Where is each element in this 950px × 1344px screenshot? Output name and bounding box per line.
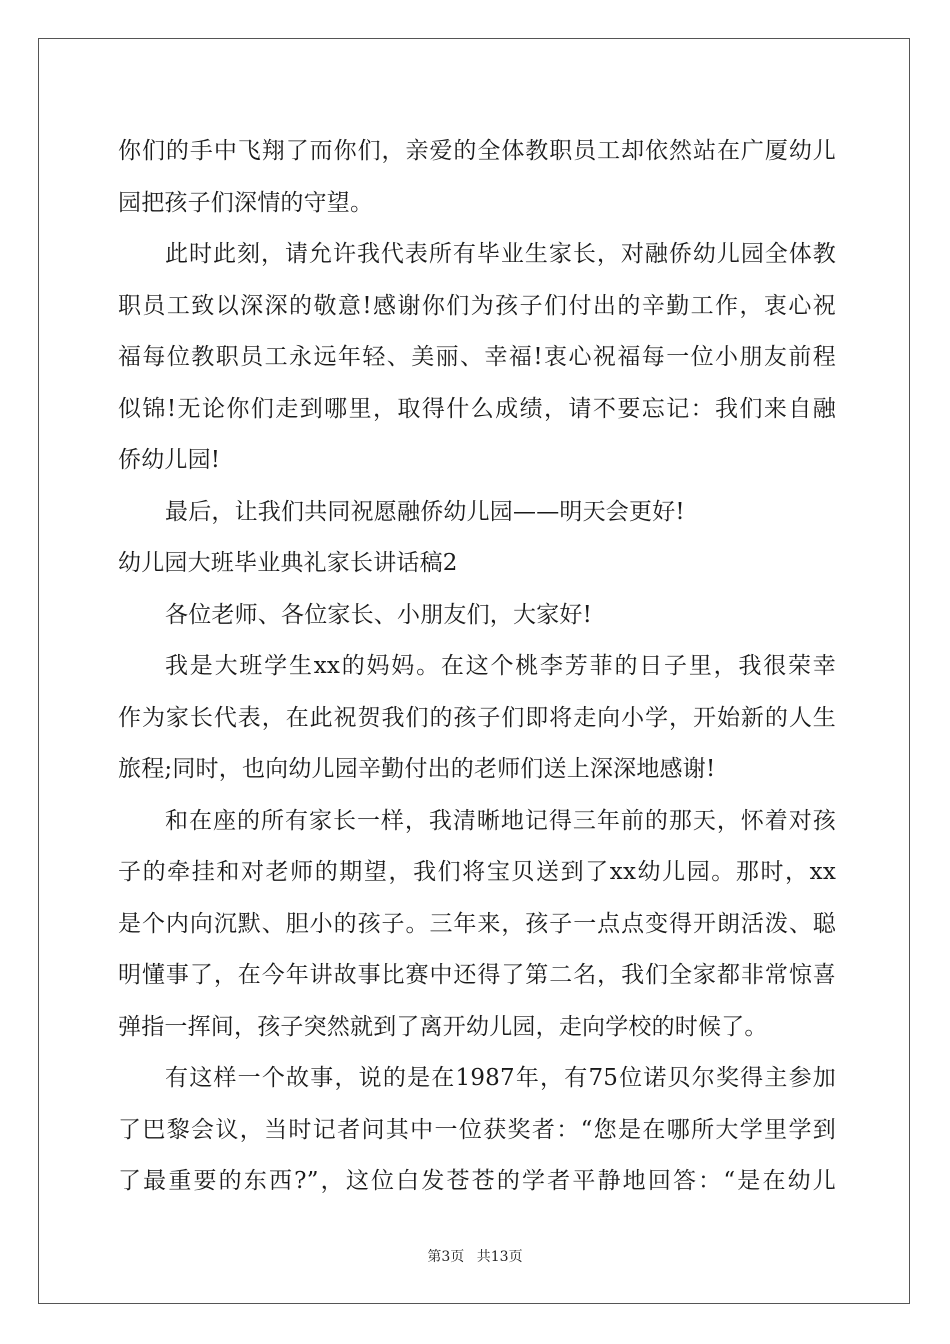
page-total: 共13页 — [476, 1249, 523, 1265]
text-line: 职员工致以深深的敬意!感谢你们为孩子们付出的辛勤工作，衷心祝 — [118, 292, 836, 319]
page-footer — [0, 1246, 950, 1266]
text-line: 了巴黎会议，当时记者问其中一位获奖者：“您是在哪所大学里学到 — [118, 1116, 836, 1143]
page-number: 第3页 — [427, 1249, 465, 1265]
text-line: 作为家长代表，在此祝贺我们的孩子们即将走向小学，开始新的人生 — [118, 704, 836, 731]
text-line: 明懂事了，在今年讲故事比赛中还得了第二名，我们全家都非常惊喜 — [118, 962, 836, 988]
text-line: 和在座的所有家长一样，我清晰地记得三年前的那天，怀着对孩 — [165, 807, 836, 834]
text-line: 园把孩子们深情的守望。 — [118, 189, 374, 216]
text-line: 你们的手中飞翔了而你们，亲爱的全体教职员工却依然站在广厦幼儿 — [118, 138, 836, 164]
text-line: 似锦!无论你们走到哪里，取得什么成绩，请不要忘记：我们来自融 — [118, 395, 836, 422]
text-line: 最后，让我们共同祝愿融侨幼儿园——明天会更好! — [165, 498, 685, 525]
text-line: 是个内向沉默、胆小的孩子。三年来，孩子一点点变得开朗活泼、聪 — [118, 910, 836, 937]
text-line: 我是大班学生xx的妈妈。在这个桃李芳菲的日子里，我很荣幸 — [165, 653, 836, 679]
text-line: 有这样一个故事，说的是在1987年，有75位诺贝尔奖得主参加 — [165, 1065, 836, 1091]
text-line: 子的牵挂和对老师的期望，我们将宝贝送到了xx幼儿园。那时，xx — [118, 859, 836, 885]
text-line: 各位老师、各位家长、小朋友们，大家好! — [165, 601, 593, 628]
text-line: 了最重要的东西?”，这位白发苍苍的学者平静地回答：“是在幼儿 — [118, 1168, 836, 1194]
text-line: 幼儿园大班毕业典礼家长讲话稿2 — [118, 550, 458, 576]
text-line: 福每位教职员工永远年轻、美丽、幸福!衷心祝福每一位小朋友前程 — [118, 344, 836, 370]
text-line: 侨幼儿园! — [118, 447, 221, 473]
text-line: 弹指一挥间，孩子突然就到了离开幼儿园，走向学校的时候了。 — [118, 1013, 768, 1040]
text-line: 此时此刻，请允许我代表所有毕业生家长，对融侨幼儿园全体教 — [165, 241, 836, 267]
text-line: 旅程;同时，也向幼儿园辛勤付出的老师们送上深深地感谢! — [118, 756, 716, 782]
document-body — [118, 126, 836, 1208]
